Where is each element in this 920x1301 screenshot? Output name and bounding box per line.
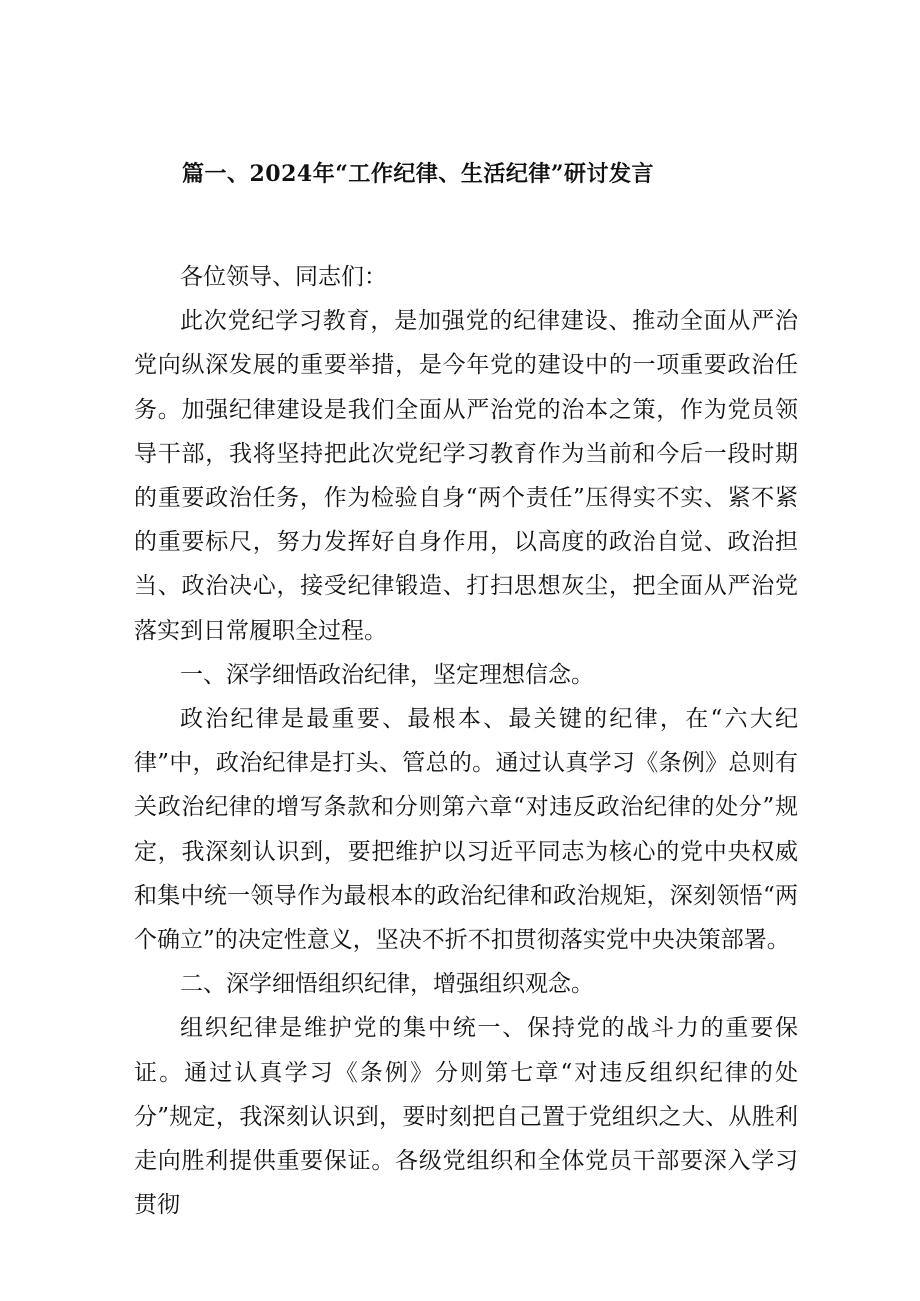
- section-paragraph-2: 组织纪律是维护党的集中统一、保持党的战斗力的重要保证。通过认真学习《条例》分则第七章“对违反组织纪律的处分”规定，我深刻认识到，要时刻把自己置于党组织之大、从胜利走向胜利提供重要保证。各级党组织和全体党员干部要深入学习贯彻: [134, 1015, 798, 1219]
- section-paragraph-1: 政治纪律是最重要、最根本、最关键的纪律，在“六大纪律”中，政治纪律是打头、管总的。通过认真学习《条例》总则有关政治纪律的增写条款和分则第六章“对违反政治纪律的处分”规定，我深刻认识到，要把维护以习近平同志为核心的党中央权威和集中统一领导作为最根本的政治纪律和政治规矩，深刻领悟“两个确立”的决定性意义，坚决不折不扣贯彻落实党中央决策部署。: [134, 706, 798, 954]
- section-heading-1: 一、深学细悟政治纪律，坚定理想信念。: [180, 661, 594, 688]
- intro-paragraph: 此次党纪学习教育，是加强党的纪律建设、推动全面从严治党向纵深发展的重要举措，是今年党的建设中的一项重要政治任务。加强纪律建设是我们全面从严治党的治本之策，作为党员领导干部，我将坚持把此次党纪学习教育作为当前和今后一段时期的重要政治任务，作为检验自身“两个责任”压得实不实、紧不紧的重要标尺，努力发挥好自身作用，以高度的政治自觉、政治担当、政治决心，接受纪律锻造、打扫思想灰尘，把全面从严治党落实到日常履职全过程。: [134, 308, 798, 644]
- section-heading-2: 二、深学细悟组织纪律，增强组织观念。: [180, 971, 594, 998]
- salutation-paragraph: 各位领导、同志们：: [180, 264, 387, 290]
- document-title: 篇一、2024年“工作纪律、生活纪律”研讨发言: [182, 161, 655, 187]
- document-body: [134, 255, 798, 1227]
